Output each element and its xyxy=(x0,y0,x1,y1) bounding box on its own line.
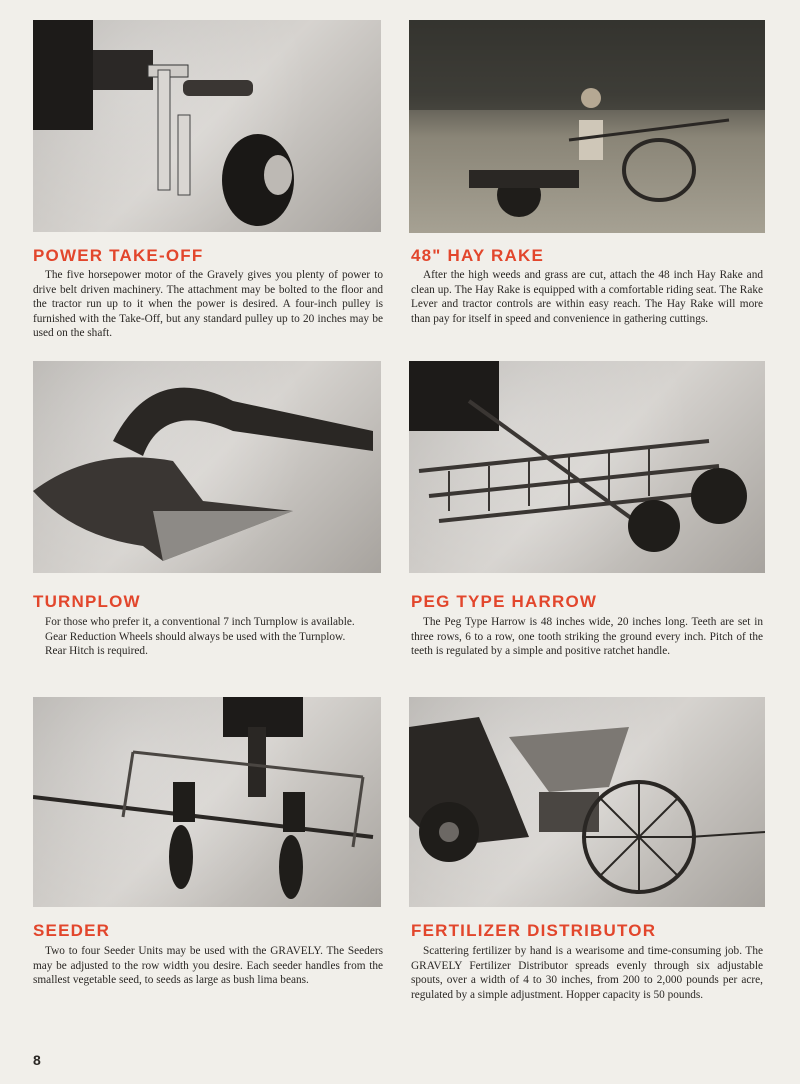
section-heading: SEEDER xyxy=(33,921,111,940)
seeder-photo xyxy=(33,697,381,907)
section-paragraph: The Peg Type Harrow is 48 inches wide, 20 inches long. Teeth are set in three rows, 6 to a row, one tooth striking the ground every inch. Pitch of the teeth is regulated by a simple and positive ratchet handle. xyxy=(411,616,763,658)
section-heading: TURNPLOW xyxy=(33,592,141,611)
section-paragraph: Gear Reduction Wheels should always be used with the Turnplow. xyxy=(45,630,346,643)
fertilizer-distributor-photo xyxy=(409,697,765,907)
section-heading: POWER TAKE-OFF xyxy=(33,246,204,265)
section-body xyxy=(33,268,383,341)
section-paragraph: The five horsepower motor of the Gravely gives you plenty of power to drive belt driven machinery. The attachment may be bolted to the floor and the tractor run up to it when the power is desired. A four-inch pulley is furnished with the Take-Off, but any standard pulley up to 20 inches may be used on the shaft. xyxy=(33,269,383,340)
section-paragraph: After the high weeds and grass are cut, attach the 48 inch Hay Rake and clean up. The Hay Rake is equipped with a comfortable riding seat. The Rake Lever and tractor controls are within easy reach. The Hay Rake will more than pay for itself in speed and convenience in gathering cuttings. xyxy=(411,269,763,325)
section-heading: 48" HAY RAKE xyxy=(411,246,545,265)
section-heading: FERTILIZER DISTRIBUTOR xyxy=(411,921,657,940)
section-heading: PEG TYPE HARROW xyxy=(411,592,598,611)
turnplow-photo xyxy=(33,361,381,573)
section-paragraph: Rear Hitch is required. xyxy=(45,645,148,658)
section-paragraph: Two to four Seeder Units may be used with the GRAVELY. The Seeders may be adjusted to the row width you desire. Each seeder handles from the smallest vegetable seed, to seeds as large as bush lima beans. xyxy=(33,945,383,987)
section-body xyxy=(33,615,383,659)
section-paragraph: Scattering fertilizer by hand is a wearisome and time-consuming job. The GRAVELY Fertilizer Distributor spreads evenly through six adjustable spouts, over a width of 4 to 30 inches, from 200 to 2,000 pounds per acre, regulated by a simple adjustment. Hopper capacity is 50 pounds. xyxy=(411,945,763,1001)
section-body xyxy=(411,268,763,326)
section-paragraph: For those who prefer it, a conventional 7 inch Turnplow is available. xyxy=(45,616,355,628)
section-body xyxy=(411,944,763,1002)
section-body xyxy=(411,615,763,659)
section-body xyxy=(33,944,383,988)
hay-rake-photo xyxy=(409,20,765,233)
peg-type-harrow-photo xyxy=(409,361,765,573)
page-number: 8 xyxy=(33,1052,41,1068)
power-take-off-photo xyxy=(33,20,381,232)
